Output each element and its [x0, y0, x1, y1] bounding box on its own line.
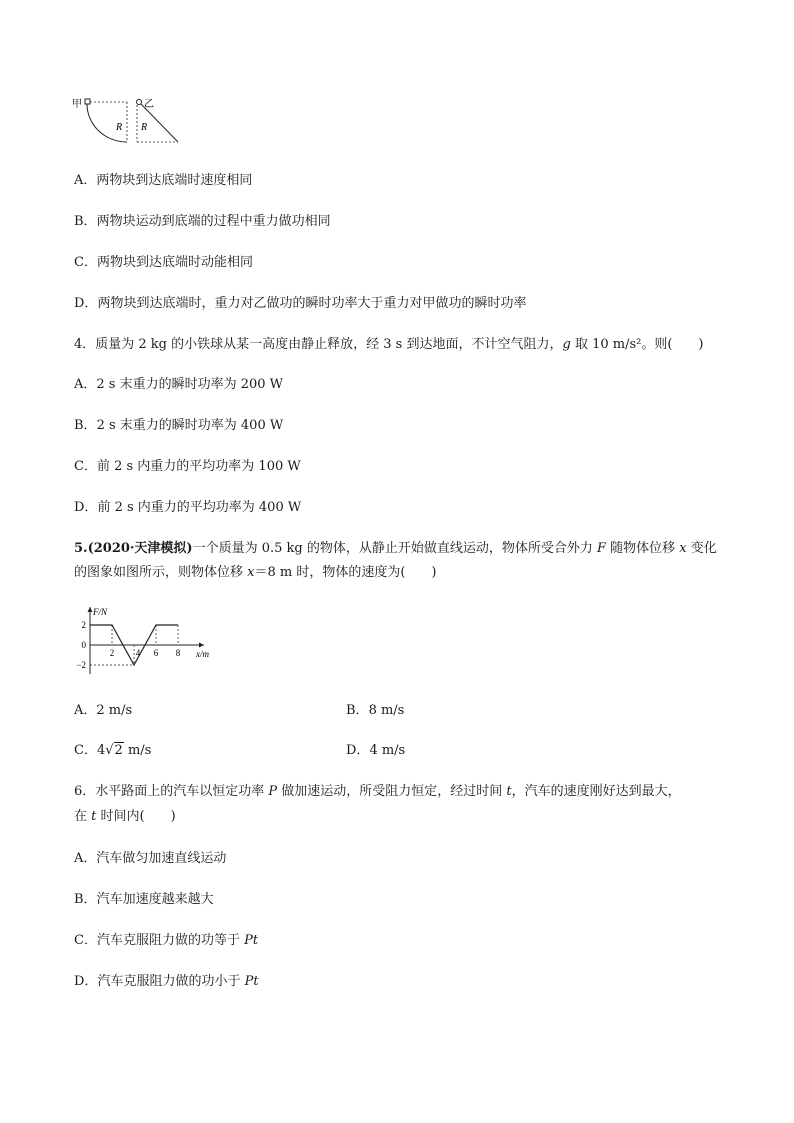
sqrt-symbol: √2	[105, 743, 123, 758]
q3-option-d: D．两物块到达底端时，重力对乙做功的瞬时功率大于重力对甲做功的瞬时功率	[74, 296, 527, 311]
q5-stem-line2: 的图象如图所示，则物体位移 x＝8 m 时，物体的速度为( )	[74, 565, 437, 580]
label-yi: 乙	[144, 99, 154, 110]
y-axis-label: F/N	[93, 607, 108, 617]
track-figure	[70, 94, 220, 148]
q4-stem: 4．质量为 2 kg 的小铁球从某一高度由静止释放，经 3 s 到达地面，不计空气阻力，g 取 10 m/s²。则( )	[74, 337, 704, 352]
x-tick-label: 6	[153, 648, 159, 658]
q6-stem-line1: 6．水平路面上的汽车以恒定功率 P 做加速运动，所受阻力恒定，经过时间 t，汽车的速度刚好达到最大，	[74, 784, 681, 799]
y-tick-label: 2	[81, 620, 86, 630]
q4-option-d: D．前 2 s 内重力的平均功率为 400 W	[74, 500, 302, 515]
y-tick-label: −2	[76, 660, 86, 670]
x-tick-label: 2	[109, 648, 115, 658]
y-axis-arrow	[88, 607, 93, 612]
q6-option-d: D．汽车克服阻力做的功小于 Pt	[74, 974, 259, 989]
x-tick-label: 4	[135, 648, 141, 658]
q5-option-b: B．8 m/s	[346, 703, 405, 718]
q5-source: 5.(2020·天津模拟)	[74, 541, 193, 556]
x-axis-arrow	[199, 643, 204, 648]
block-jia	[85, 99, 90, 104]
q6-stem-line2: 在 t 时间内( )	[74, 809, 176, 824]
x-tick-label: 8	[175, 648, 181, 658]
q5-option-c: C．4√2 m/s	[74, 743, 152, 758]
q5-option-a: A．2 m/s	[74, 703, 133, 718]
q6-option-c: C．汽车克服阻力做的功等于 Pt	[74, 933, 259, 948]
q4-option-c: C．前 2 s 内重力的平均功率为 100 W	[74, 459, 301, 474]
q3-option-b: B．两物块运动到底端的过程中重力做功相同	[74, 214, 331, 229]
q5-option-d: D．4 m/s	[346, 743, 406, 758]
force-displacement-chart	[72, 604, 212, 674]
q3-option-c: C．两物块到达底端时动能相同	[74, 255, 253, 270]
q6-option-a: A．汽车做匀加速直线运动	[74, 851, 227, 866]
q5-stem-line1: 5.(2020·天津模拟)一个质量为 0.5 kg 的物体，从静止开始做直线运动，物体所受合外力 F 随物体位移 x 变化	[74, 541, 717, 556]
label-jia: 甲	[72, 99, 82, 110]
q6-option-b: B．汽车加速度越来越大	[74, 892, 214, 907]
x-axis-label: x/m	[196, 649, 209, 659]
block-yi	[137, 100, 142, 105]
label-r-right: R	[141, 122, 148, 133]
q3-option-a: A．两物块到达底端时速度相同	[74, 173, 253, 188]
q4-option-b: B．2 s 末重力的瞬时功率为 400 W	[74, 418, 284, 433]
label-r-left: R	[116, 122, 123, 133]
y-tick-label: 0	[81, 640, 86, 650]
q4-option-a: A．2 s 末重力的瞬时功率为 200 W	[74, 377, 284, 392]
